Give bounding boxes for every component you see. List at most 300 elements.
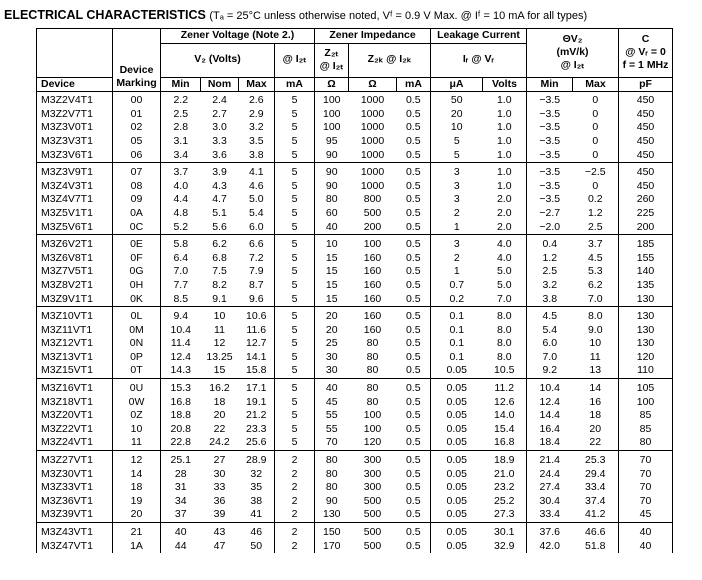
table-cell: 11.2 [483, 379, 527, 396]
table-cell: 1.0 [483, 108, 527, 122]
table-cell: 0.1 [449, 337, 465, 350]
table-cell: M3Z2V4T1 [37, 92, 113, 108]
table-cell: 0.5 [397, 207, 431, 221]
table-cell: 10.4 [170, 323, 191, 336]
table-cell: 0.7 [449, 278, 465, 291]
electrical-characteristics-table [36, 28, 673, 553]
table-cell: 155 [619, 252, 673, 266]
table-row [37, 337, 673, 351]
table-cell: 5 [275, 135, 315, 149]
table-cell: 22.8 [161, 436, 201, 450]
table-cell: 2.2 [173, 94, 189, 107]
table-cell: 23.2 [483, 481, 527, 495]
table-cell: 5.4 [542, 323, 558, 336]
table-cell: 20 [325, 310, 338, 323]
table-cell: 70 [619, 495, 673, 509]
table-cell: 21 [113, 523, 161, 540]
table-cell: 90 [325, 494, 338, 507]
table-cell: −3.5 [539, 94, 561, 107]
table-cell: 20 [450, 107, 463, 120]
table-cell: 50 [450, 94, 463, 107]
table-cell: 9.4 [173, 310, 189, 323]
table-cell: 10 [325, 238, 338, 251]
table-cell: 10 [450, 121, 463, 134]
table-cell: 19 [113, 495, 161, 509]
table-cell: 0 [573, 92, 619, 108]
table-cell: 0.5 [397, 468, 431, 482]
table-cell: 5 [275, 396, 315, 410]
table-cell: 70 [619, 468, 673, 482]
table-cell: 2 [453, 206, 460, 219]
table-cell: 0N [113, 337, 161, 351]
table-cell: 16.8 [483, 436, 527, 450]
table-cell: 4.0 [483, 252, 527, 266]
table-cell: −3.5 [539, 107, 561, 120]
table-row [37, 193, 673, 207]
table-cell: 5 [275, 293, 315, 307]
table-cell: 4.0 [173, 179, 189, 192]
table-cell: 0.5 [397, 423, 431, 437]
table-cell: 3.8 [527, 293, 573, 307]
table-cell: 0.5 [397, 364, 431, 378]
table-cell: 3.8 [239, 149, 275, 163]
table-cell: 14.3 [161, 364, 201, 378]
table-cell: 8.5 [161, 293, 201, 307]
table-cell: 0.5 [397, 337, 431, 351]
table-cell: 05 [113, 135, 161, 149]
table-cell: 3.6 [201, 149, 239, 163]
table-cell: 4.4 [173, 193, 189, 206]
table-cell: 0.5 [397, 307, 431, 324]
table-cell: 5.0 [483, 265, 527, 279]
table-cell: 160 [363, 278, 382, 291]
table-cell: 28 [174, 467, 187, 480]
table-cell: 5 [431, 149, 483, 163]
table-cell: 7.7 [173, 278, 189, 291]
table-cell: 450 [619, 108, 673, 122]
table-cell: 06 [113, 149, 161, 163]
table-cell: 5 [275, 337, 315, 351]
table-cell: 32 [239, 468, 275, 482]
table-cell: 42.0 [539, 539, 560, 552]
table-cell: 160 [349, 293, 397, 307]
table-cell: 0.5 [397, 221, 431, 235]
table-row [37, 379, 673, 396]
table-row [37, 221, 673, 235]
table-cell: 07 [113, 163, 161, 180]
table-cell: 110 [619, 364, 673, 378]
table-cell: 1.2 [573, 207, 619, 221]
table-cell: 2.9 [239, 108, 275, 122]
header-ohm: Ω [315, 77, 349, 92]
table-cell: 2.6 [239, 92, 275, 108]
table-cell: 0.5 [397, 436, 431, 450]
table-cell: 3.7 [573, 235, 619, 252]
table-cell: M3Z3V6T1 [37, 149, 113, 163]
table-cell: 25.6 [239, 436, 275, 450]
table-cell: 500 [363, 494, 382, 507]
table-cell: 1.0 [483, 163, 527, 180]
table-cell: 5 [275, 279, 315, 293]
table-cell: M3Z5V1T1 [37, 207, 113, 221]
table-cell: M3Z9V1T1 [37, 293, 113, 307]
table-cell: −2.5 [573, 163, 619, 180]
table-cell: 01 [113, 108, 161, 122]
table-cell: 0.5 [397, 235, 431, 252]
table-cell: 25.2 [483, 495, 527, 509]
header-max-2: Max [573, 77, 619, 92]
header-min-2: Min [527, 77, 573, 92]
table-cell: 450 [619, 135, 673, 149]
table-row [37, 540, 673, 554]
table-cell: 15 [325, 265, 338, 278]
table-cell: 450 [619, 121, 673, 135]
table-cell: 0.2 [431, 293, 483, 307]
table-cell: 5 [275, 252, 315, 266]
table-cell: 1000 [360, 107, 385, 120]
table-cell: M3Z12VT1 [37, 337, 113, 351]
table-cell: 80 [366, 350, 379, 363]
table-cell: M3Z36VT1 [37, 495, 113, 509]
table-cell: 0.5 [397, 193, 431, 207]
table-cell: 9.2 [527, 364, 573, 378]
table-cell: 800 [363, 193, 382, 206]
table-cell: 7.0 [483, 293, 527, 307]
header-device-marking-2: Marking [113, 77, 161, 92]
table-cell: 5.2 [161, 221, 201, 235]
table-cell: 6.0 [239, 221, 275, 235]
title-conditions: (Tₐ = 25°C unless otherwise noted, Vᶠ = 0.9 V Max. @ Iᶠ = 10 mA for all types) [209, 10, 588, 22]
table-cell: 41.2 [573, 508, 619, 522]
table-cell: 6.4 [173, 251, 189, 264]
table-row [37, 396, 673, 410]
table-cell: 5 [275, 436, 315, 450]
table-cell: 36 [213, 494, 226, 507]
table-cell: 0T [113, 364, 161, 378]
table-cell: 80 [366, 382, 379, 395]
table-cell: 4.0 [483, 235, 527, 252]
header-vz-volts: V₂ (Volts) [161, 43, 275, 77]
table-cell: 0.5 [397, 540, 431, 554]
table-cell: 5 [275, 193, 315, 207]
table-cell: 7.2 [239, 252, 275, 266]
table-row [37, 135, 673, 149]
table-cell: 3.1 [173, 134, 189, 147]
table-cell: 90 [325, 166, 338, 179]
table-cell: 1 [453, 265, 460, 278]
table-cell: 0.05 [446, 422, 467, 435]
table-cell: 11.4 [170, 337, 191, 350]
table-cell: M3Z3V3T1 [37, 135, 113, 149]
table-row [37, 207, 673, 221]
table-cell: 21.2 [239, 409, 275, 423]
table-cell: 17.1 [239, 379, 275, 396]
table-cell: 5 [275, 307, 315, 324]
table-cell: 33.4 [527, 508, 573, 522]
table-cell: 3.7 [173, 166, 189, 179]
table-cell: 9.6 [239, 293, 275, 307]
table-cell: 4.3 [212, 179, 227, 192]
table-cell: 43 [213, 526, 226, 538]
table-row [37, 235, 673, 252]
table-cell: M3Z3V0T1 [37, 121, 113, 135]
header-min: Min [161, 77, 201, 92]
table-cell: M3Z24VT1 [37, 436, 113, 450]
table-cell: 0.1 [449, 323, 465, 336]
table-cell: 2.5 [542, 265, 558, 278]
table-cell: 120 [619, 351, 673, 365]
table-cell: 10 [113, 423, 161, 437]
table-cell: 2 [275, 481, 315, 495]
header-zzt-at: @ I₂ₜ [319, 60, 344, 73]
table-cell: 21.4 [539, 454, 560, 467]
table-cell: 5.1 [212, 206, 227, 219]
header-ua: μA [431, 77, 483, 92]
table-cell: M3Z47VT1 [37, 540, 113, 554]
table-cell: 1.0 [483, 121, 527, 135]
table-cell: 0.5 [397, 108, 431, 122]
table-cell: 0.5 [397, 92, 431, 108]
table-cell: 70 [619, 481, 673, 495]
table-cell: 5.0 [483, 279, 527, 293]
table-cell: 34 [174, 494, 187, 507]
table-cell: −3.5 [539, 121, 561, 134]
table-cell: 0.05 [446, 382, 467, 395]
table-cell: 6.0 [542, 337, 558, 350]
table-cell: M3Z18VT1 [37, 396, 113, 410]
table-cell: 30 [315, 364, 349, 378]
table-row [37, 409, 673, 423]
table-cell: 3 [453, 238, 460, 251]
header-max: Max [239, 77, 275, 92]
table-cell: 5 [275, 180, 315, 194]
header-zzk-at-izk: Z₂ₖ @ I₂ₖ [349, 43, 431, 77]
table-cell: 70 [315, 436, 349, 450]
table-cell: 90 [325, 179, 338, 192]
table-cell: 2.4 [212, 94, 227, 107]
table-cell: 15.8 [239, 364, 275, 378]
table-cell: 24.2 [201, 436, 239, 450]
table-cell: 160 [363, 251, 382, 264]
table-cell: 1000 [360, 179, 385, 192]
table-cell: M3Z7V5T1 [37, 265, 113, 279]
table-cell: −3.5 [539, 134, 561, 147]
table-cell: 105 [619, 379, 673, 396]
table-cell: 3 [453, 193, 460, 206]
header-ma: mA [275, 77, 315, 92]
table-cell: 3.4 [161, 149, 201, 163]
table-cell: 37.4 [573, 495, 619, 509]
table-cell: 0 [573, 180, 619, 194]
table-cell: −3.5 [539, 193, 561, 206]
table-cell: 33 [213, 481, 226, 494]
table-row [37, 351, 673, 365]
table-row [37, 149, 673, 163]
table-cell: 12.4 [539, 395, 560, 408]
table-cell: 14 [573, 379, 619, 396]
table-cell: 85 [619, 423, 673, 437]
table-cell: 5 [275, 92, 315, 108]
header-zzt: Z₂ₜ [324, 47, 339, 60]
table-cell: 4.1 [239, 163, 275, 180]
table-cell: 2 [275, 540, 315, 554]
table-cell: 450 [619, 149, 673, 163]
header-ma-2: mA [397, 77, 431, 92]
table-cell: M3Z3V9T1 [37, 163, 113, 180]
table-cell: 0.05 [446, 526, 467, 538]
table-cell: 4.5 [573, 252, 619, 266]
table-cell: 37 [161, 508, 201, 522]
table-cell: 3.3 [212, 134, 227, 147]
table-cell: 1.2 [542, 251, 558, 264]
header-theta-vz-cond: @ I₂ₜ [560, 59, 585, 72]
table-cell: 0.5 [397, 279, 431, 293]
header-zener-impedance: Zener Impedance [315, 29, 431, 44]
table-cell: M3Z20VT1 [37, 409, 113, 423]
table-cell: 0F [113, 252, 161, 266]
table-row [37, 508, 673, 522]
table-cell: 27 [213, 454, 226, 467]
table-cell: 0U [113, 379, 161, 396]
table-cell: 225 [619, 207, 673, 221]
table-cell: 0.05 [431, 508, 483, 522]
table-cell: 300 [363, 454, 382, 467]
table-cell: 2.0 [483, 221, 527, 235]
table-cell: 46.6 [573, 523, 619, 540]
table-cell: 4.8 [173, 206, 189, 219]
table-cell: 15 [315, 293, 349, 307]
table-cell: 38 [239, 495, 275, 509]
table-cell: 0 [573, 108, 619, 122]
table-cell: M3Z33VT1 [37, 481, 113, 495]
table-cell: 260 [619, 193, 673, 207]
table-cell: 80 [366, 337, 379, 350]
table-cell: 27.4 [539, 481, 560, 494]
table-cell: 0.05 [446, 467, 467, 480]
table-cell: 3.2 [239, 121, 275, 135]
table-row [37, 163, 673, 180]
table-cell: 14.0 [483, 409, 527, 423]
table-cell: 0A [113, 207, 161, 221]
table-cell: 30 [213, 467, 226, 480]
table-cell: 0.5 [397, 324, 431, 338]
table-cell: 6.2 [573, 279, 619, 293]
table-cell: 41 [239, 508, 275, 522]
table-cell: 120 [349, 436, 397, 450]
table-cell: 1000 [360, 166, 385, 179]
table-cell: 40 [315, 221, 349, 235]
table-row [37, 307, 673, 324]
table-cell: 0.5 [397, 379, 431, 396]
table-cell: 5.3 [573, 265, 619, 279]
table-cell: 450 [619, 92, 673, 108]
table-cell: 500 [363, 539, 382, 552]
table-cell: 5 [275, 364, 315, 378]
table-title [4, 8, 587, 22]
table-cell: 55 [325, 422, 338, 435]
table-cell: 2 [275, 495, 315, 509]
table-cell: 11 [113, 436, 161, 450]
table-cell: 300 [363, 481, 382, 494]
table-cell: 0.4 [542, 238, 558, 251]
table-cell: 02 [113, 121, 161, 135]
table-row [37, 523, 673, 540]
table-cell: 95 [325, 134, 338, 147]
table-cell: 30.1 [483, 523, 527, 540]
table-cell: 32.9 [483, 540, 527, 554]
table-cell: 2.0 [483, 193, 527, 207]
table-cell: 9.1 [201, 293, 239, 307]
table-cell: 0.05 [446, 481, 467, 494]
table-cell: M3Z27VT1 [37, 451, 113, 468]
table-cell: 200 [619, 221, 673, 235]
table-cell: 0H [113, 279, 161, 293]
table-cell: 2.5 [173, 107, 189, 120]
table-cell: 18.4 [527, 436, 573, 450]
table-cell: 80 [325, 193, 338, 206]
table-cell: 100 [322, 107, 341, 120]
table-cell: 11 [214, 323, 225, 336]
table-cell: 5 [275, 379, 315, 396]
table-cell: 2.0 [483, 207, 527, 221]
header-device: Device [37, 77, 113, 92]
table-cell: 185 [619, 235, 673, 252]
table-cell: 0Z [113, 409, 161, 423]
table-cell: −3.5 [539, 166, 561, 179]
table-cell: 0.5 [397, 163, 431, 180]
table-cell: 22 [573, 436, 619, 450]
table-cell: 1.0 [483, 180, 527, 194]
table-cell: 10 [213, 310, 226, 323]
table-cell: 2.5 [573, 221, 619, 235]
table-cell: 09 [113, 193, 161, 207]
table-row [37, 279, 673, 293]
table-cell: 0.05 [446, 395, 467, 408]
table-cell: 5 [275, 221, 315, 235]
table-cell: 85 [619, 409, 673, 423]
table-cell: 20 [213, 409, 226, 422]
table-cell: 47 [213, 539, 226, 552]
table-cell: 1A [113, 540, 161, 554]
table-row [37, 252, 673, 266]
table-cell: 2 [275, 508, 315, 522]
table-cell: 31 [174, 481, 187, 494]
table-cell: 20 [113, 508, 161, 522]
table-cell: 0.5 [397, 293, 431, 307]
table-cell: 3 [453, 166, 460, 179]
table-cell: 2.8 [173, 121, 189, 134]
table-cell: 80 [325, 481, 338, 494]
table-cell: 3.0 [212, 121, 227, 134]
table-cell: 0.5 [397, 351, 431, 365]
table-cell: 20.8 [170, 422, 191, 435]
header-theta-vz-unit: (mV/k) [556, 46, 589, 59]
table-cell: 15.4 [483, 423, 527, 437]
table-cell: 40 [174, 526, 187, 538]
table-row [37, 92, 673, 108]
header-zener-voltage: Zener Voltage (Note 2.) [161, 29, 315, 44]
table-cell: 12.6 [483, 396, 527, 410]
table-cell: 5.6 [201, 221, 239, 235]
header-leakage-current: Leakage Current [431, 29, 527, 44]
table-cell: 16.8 [170, 395, 191, 408]
table-cell: 130 [619, 337, 673, 351]
table-cell: 100 [322, 94, 341, 107]
table-cell: 130 [315, 508, 349, 522]
table-cell: 100 [619, 396, 673, 410]
header-cap-cond1: @ Vᵣ = 0 [625, 46, 666, 59]
table-cell: 0.5 [397, 135, 431, 149]
